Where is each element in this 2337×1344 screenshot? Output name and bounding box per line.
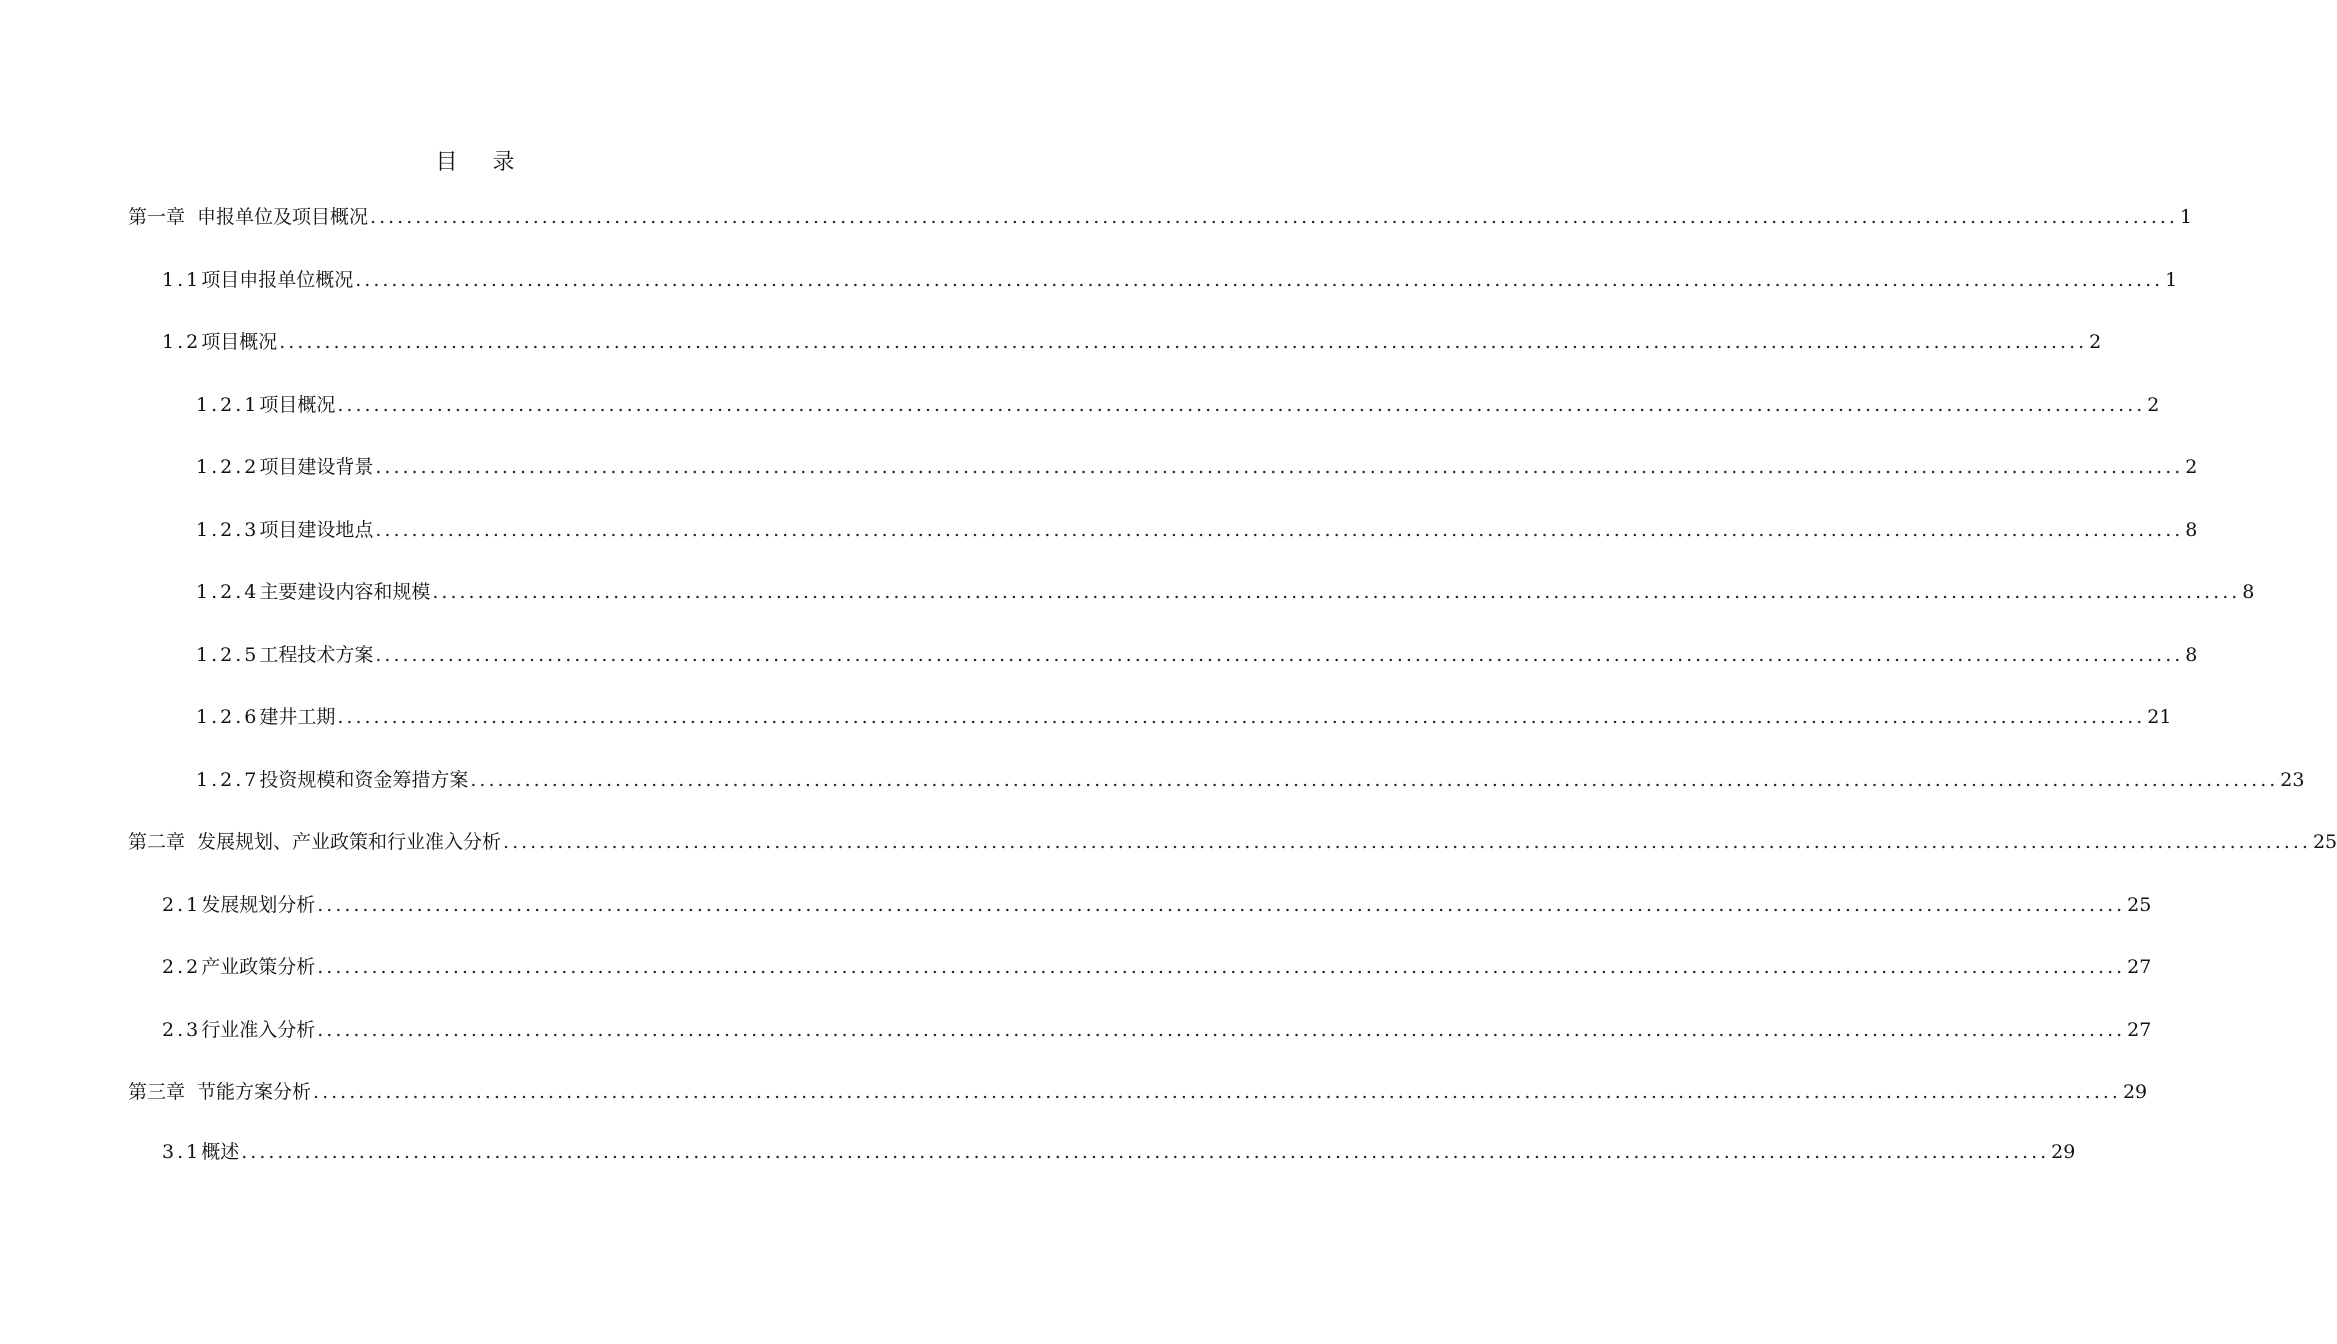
toc-entry[interactable] [128, 823, 2337, 855]
toc-entry-text: 项目建设地点 [259, 519, 374, 541]
toc-entry-text: 主要建设内容和规模 [259, 581, 431, 603]
toc-leader-dots: ........................................................................................................................................................................................................ [503, 831, 2311, 853]
toc-leader-dots: ........................................................................................................................................................................................................ [317, 956, 2126, 978]
toc-entry[interactable] [196, 386, 2160, 418]
toc-entry-number: 2.3 [162, 1019, 202, 1041]
toc-leader-dots: ........................................................................................................................................................................................................ [375, 456, 2184, 478]
toc-entry[interactable] [196, 761, 2305, 793]
toc-entry-text: 工程技术方案 [259, 644, 374, 666]
toc-entry-page: 23 [2280, 769, 2305, 791]
toc-entry-text: 建井工期 [259, 706, 336, 728]
toc-leader-dots: ........................................................................................................................................................................................................ [375, 644, 2184, 666]
toc-entry-text: 发展规划分析 [201, 894, 316, 916]
toc-leader-dots: ........................................................................................................................................................................................................ [470, 769, 2279, 791]
toc-entry-number: 2.1 [162, 894, 202, 916]
toc-entry[interactable] [162, 261, 2178, 293]
toc-entry-page: 29 [2122, 1081, 2148, 1103]
toc-entry-number: 第三章 [128, 1081, 186, 1103]
toc-entry-number: 1.2.7 [196, 769, 260, 791]
toc-entry-number: 1.2.1 [196, 394, 260, 416]
toc-entry-number: 2.2 [162, 956, 202, 978]
toc-entry-text: 项目申报单位概况 [201, 269, 354, 291]
toc-entry-page: 2 [2089, 331, 2102, 353]
toc-leader-dots: ........................................................................................................................................................................................................ [337, 706, 2146, 728]
toc-leader-dots: ........................................................................................................................................................................................................ [337, 394, 2146, 416]
toc-leader-dots: ........................................................................................................................................................................................................ [375, 519, 2184, 541]
toc-entry-page: 25 [2312, 831, 2337, 853]
toc-entry[interactable] [162, 886, 2152, 918]
toc-entry[interactable] [128, 1073, 2148, 1105]
toc-entry-page: 27 [2127, 1019, 2152, 1041]
toc-entry-page: 21 [2147, 706, 2172, 728]
toc-entry-text: 项目建设背景 [259, 456, 374, 478]
toc-entry-text: 产业政策分析 [201, 956, 316, 978]
toc-entry-number: 1.2.4 [196, 581, 260, 603]
toc-entry-page: 8 [2242, 581, 2255, 603]
toc-leader-dots: ........................................................................................................................................................................................................ [317, 1019, 2126, 1041]
toc-entry[interactable] [196, 636, 2198, 668]
toc-entry[interactable] [196, 573, 2255, 605]
toc-entry-page: 27 [2127, 956, 2152, 978]
toc-entry-number: 第一章 [128, 206, 186, 228]
toc-leader-dots: ........................................................................................................................................................................................................ [370, 206, 2178, 228]
toc-entry-page: 2 [2185, 456, 2198, 478]
toc-entry-number: 1.2 [162, 331, 202, 353]
toc-entry-number: 3.1 [162, 1141, 202, 1163]
toc-entry[interactable] [128, 198, 2193, 230]
toc-entry-number: 1.2.6 [196, 706, 260, 728]
toc-entry-page: 2 [2147, 394, 2160, 416]
toc-leader-dots: ........................................................................................................................................................................................................ [432, 581, 2241, 603]
toc-entry[interactable] [196, 511, 2198, 543]
toc-leader-dots: ........................................................................................................................................................................................................ [317, 894, 2126, 916]
toc-entry-number: 1.1 [162, 269, 202, 291]
toc-title: 目 录 [435, 150, 529, 175]
toc-entry-number: 1.2.2 [196, 456, 260, 478]
toc-entry-page: 29 [2051, 1141, 2076, 1163]
toc-leader-dots: ........................................................................................................................................................................................................ [313, 1081, 2121, 1103]
toc-entry[interactable] [196, 448, 2198, 480]
toc-entry-number: 1.2.3 [196, 519, 260, 541]
toc-entry-text: 项目概况 [201, 331, 278, 353]
toc-entry[interactable] [162, 323, 2102, 355]
toc-entry-page: 8 [2185, 644, 2198, 666]
toc-leader-dots: ........................................................................................................................................................................................................ [279, 331, 2088, 353]
toc-entry-page: 1 [2165, 269, 2178, 291]
toc-entry-text: 投资规模和资金筹措方案 [259, 769, 469, 791]
toc-entry-text: 项目概况 [259, 394, 336, 416]
toc-entry-text: 行业准入分析 [201, 1019, 316, 1041]
toc-entry-text: 申报单位及项目概况 [197, 206, 369, 228]
toc-entry[interactable] [162, 1011, 2152, 1043]
toc-entry-text: 发展规划、产业政策和行业准入分析 [197, 831, 502, 853]
toc-leader-dots: ........................................................................................................................................................................................................ [355, 269, 2164, 291]
toc-leader-dots: ........................................................................................................................................................................................................ [241, 1141, 2050, 1163]
toc-entry-page: 25 [2127, 894, 2152, 916]
toc-entry-text: 概述 [201, 1141, 240, 1163]
toc-entry-page: 8 [2185, 519, 2198, 541]
toc-entry-text: 节能方案分析 [197, 1081, 312, 1103]
toc-entry[interactable] [196, 698, 2172, 730]
toc-entry-number: 第二章 [128, 831, 186, 853]
toc-entry-page: 1 [2179, 206, 2193, 228]
toc-entry[interactable] [162, 948, 2152, 980]
toc-entry[interactable] [162, 1133, 2076, 1165]
toc-entry-number: 1.2.5 [196, 644, 260, 666]
